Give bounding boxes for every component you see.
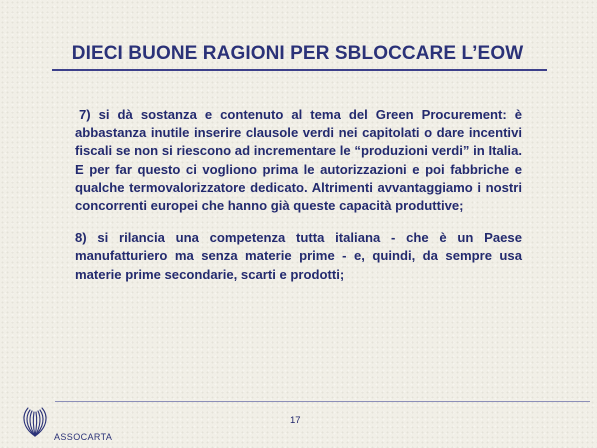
footer-divider bbox=[55, 401, 590, 402]
title-underline bbox=[52, 69, 547, 71]
slide-body bbox=[75, 106, 522, 284]
confindustria-logo-icon bbox=[18, 404, 52, 438]
paragraph-8: 8) si rilancia una competenza tutta italiana - che è un Paese manufatturiero ma senza materie prime - e, quindi, da sempre usa materie prime secondarie, scarti e prodotti; bbox=[75, 230, 522, 282]
paragraph-7: 7) si dà sostanza e contenuto al tema del Green Procurement: è abbastanza inutile inserire clausole verdi nei capitolati o dare incentivi fiscali se non si riescono ad incrementare le “produzioni verdi” in Italia. E per far questo ci vogliono prima le autorizzazioni e poi fabbriche e qualche termovalorizzatore dedicato. Altrimenti avvantaggiamo i nostri concorrenti europei che hanno già queste capacità produttive; bbox=[75, 107, 522, 214]
page-number: 17 bbox=[290, 415, 301, 426]
slide-title: DIECI BUONE RAGIONI PER SBLOCCARE L’EOW bbox=[71, 43, 524, 64]
brand-name: ASSOCARTA bbox=[54, 432, 113, 442]
